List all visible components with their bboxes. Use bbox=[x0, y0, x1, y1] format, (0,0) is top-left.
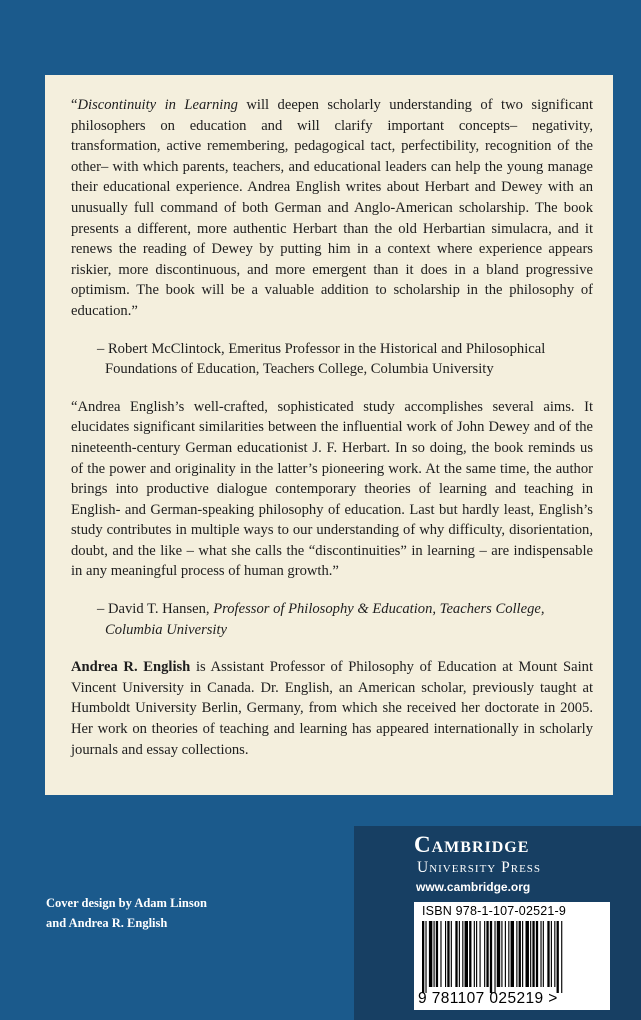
review-mcclintock-text: will deepen scholarly understanding of two significant philosophers on education and will clarify important concepts– negativity, transformation, active remembering, pedagogical tact, perfectibility, recognition of the other– with which parents, teachers, and educational leaders can help the young manage their educational experience. Andrea English writes about Herbart and Dewey with an unusually full command of both German and Anglo-American scholarship. The book presents a different, more authentic Herbart than the old Herbartian simulacra, and it renews the reading of Dewey by putting him in a context where experience appears riskier, more discontinuous, and more emergent than it does in a bland progressive optimism. The book will be a valuable addition to scholarship in the philosophy of education.” bbox=[71, 97, 593, 319]
cover-credit-line-2: and Andrea R. English bbox=[46, 916, 168, 930]
review-hansen: “Andrea English’s well-crafted, sophisticated study accomplishes several aims. It elucidates significant similarities between the influential work of John Dewey and of the nineteenth-century German educationist J. F. Herbart. In so doing, the book reminds us of the power and originality in the latter’s pioneering work. At the same time, the author brings into productive dialogue contemporary theories of learning and teaching in English- and German-speaking philosophy of education. Last but hardly least, English’s study contributes in multiple ways to our understanding of why difficulty, disorientation, doubt, and the like – what she calls the “discontinuities” in learning – are indispensable in any meaningful process of human growth.” bbox=[71, 398, 593, 580]
isbn-digits: 9 781107 025219 > bbox=[418, 990, 558, 1007]
barcode-bar bbox=[497, 921, 500, 987]
barcode-bar bbox=[557, 921, 559, 993]
barcode-bar bbox=[476, 921, 477, 987]
barcode-bar bbox=[554, 921, 555, 987]
attribution-mcclintock-text: Robert McClintock, Emeritus Professor in the Historical and Philosophical Foundations of Education, Teachers College, Columbia University bbox=[105, 340, 546, 378]
barcode-bar bbox=[532, 921, 534, 987]
publisher-url: www.cambridge.org bbox=[416, 880, 531, 894]
barcode-bar bbox=[547, 921, 549, 987]
barcode-bar bbox=[440, 921, 441, 987]
barcode-bar bbox=[462, 921, 463, 987]
barcode-bar bbox=[536, 921, 538, 987]
isbn-label: ISBN 978-1-107-02521-9 bbox=[422, 904, 567, 918]
author-bio-text: is Assistant Professor of Philosophy of Education at Mount Saint Vincent University in Canada. Dr. English, an American scholar, previously taught at Humboldt University Berlin, Germany, from which she received her doctorate in 2005. Her work on theories of teaching and learning has appeared internationally in scholarly journals and essay collections. bbox=[71, 659, 593, 758]
publisher-name: Cambridge bbox=[414, 832, 530, 857]
barcode-bar bbox=[451, 921, 452, 987]
barcode-bar bbox=[540, 921, 541, 987]
barcode-bar bbox=[447, 921, 449, 987]
review-mcclintock: “Discontinuity in Learning will deepen scholarly understanding of two significant philosophers on education and will clarify important concepts– negativity, transformation, active remembering, pedagogical tact, perfectibility, recognition of the other– with which parents, teachers, and educational leaders can help the young manage their educational experience. Andrea English writes about Herbart and Dewey with an unusually full command of both German and Anglo-American scholarship. The book presents a different, more authentic Herbart than the old Herbartian simulacra, and it renews the reading of Dewey by putting him in a context where experience appears riskier, more discontinuous, and more emergent than it does in a bland progressive optimism. The book will be a valuable addition to scholarship in the philosophy of education.” bbox=[71, 97, 593, 319]
barcode-bar bbox=[505, 921, 506, 987]
cover-credit-line-1: Cover design by Adam Linson bbox=[46, 896, 207, 910]
author-bio bbox=[71, 657, 593, 760]
barcode-bar bbox=[494, 921, 495, 993]
barcode-bar bbox=[526, 921, 529, 987]
barcode-bar bbox=[445, 921, 446, 987]
attribution-mcclintock: – Robert McClintock, Emeritus Professor in the Historical and Philosophical Foundations of Education, Teachers College, Columbia University bbox=[97, 340, 546, 378]
barcode-bar bbox=[469, 921, 471, 987]
barcode-bar bbox=[486, 921, 488, 987]
publisher-box bbox=[354, 826, 641, 1020]
barcode-bar bbox=[516, 921, 517, 987]
barcode-bar bbox=[543, 921, 544, 987]
barcode-bar bbox=[530, 921, 531, 987]
book-title: Discontinuity in Learning bbox=[77, 97, 238, 113]
barcode-bar bbox=[422, 921, 424, 993]
attribution-hansen: – David T. Hansen, Professor of Philosophy & Education, Teachers College, Columbia University bbox=[97, 601, 545, 638]
barcode-bar bbox=[511, 921, 514, 987]
barcode-bar bbox=[436, 921, 438, 987]
barcode-bar bbox=[429, 921, 432, 987]
barcode-bar bbox=[508, 921, 509, 987]
barcode-bar bbox=[490, 921, 492, 993]
barcode-bar bbox=[425, 921, 426, 993]
barcode-bar bbox=[480, 921, 481, 987]
author-name: Andrea R. English bbox=[71, 659, 191, 676]
barcode-bar bbox=[522, 921, 523, 987]
barcode-bar bbox=[484, 921, 485, 987]
barcode-bar bbox=[459, 921, 460, 987]
barcode-bar bbox=[474, 921, 475, 987]
barcode-bar bbox=[434, 921, 435, 987]
barcode-bar bbox=[519, 921, 521, 987]
barcode-bar bbox=[465, 921, 468, 987]
attribution-hansen-title: Professor of Philosophy & Education, Teachers College, Columbia University bbox=[105, 601, 545, 638]
cover-credit bbox=[46, 893, 207, 933]
barcode-bar bbox=[455, 921, 457, 987]
attribution-hansen-name: David T. Hansen, bbox=[107, 601, 210, 618]
barcode-bar bbox=[501, 921, 502, 987]
back-cover-text-panel bbox=[45, 75, 613, 795]
barcode-bar bbox=[551, 921, 552, 987]
barcode-icon bbox=[420, 921, 604, 993]
barcode-bar bbox=[561, 921, 562, 993]
barcode-label bbox=[414, 902, 610, 1010]
publisher-press: University Press bbox=[417, 859, 542, 876]
